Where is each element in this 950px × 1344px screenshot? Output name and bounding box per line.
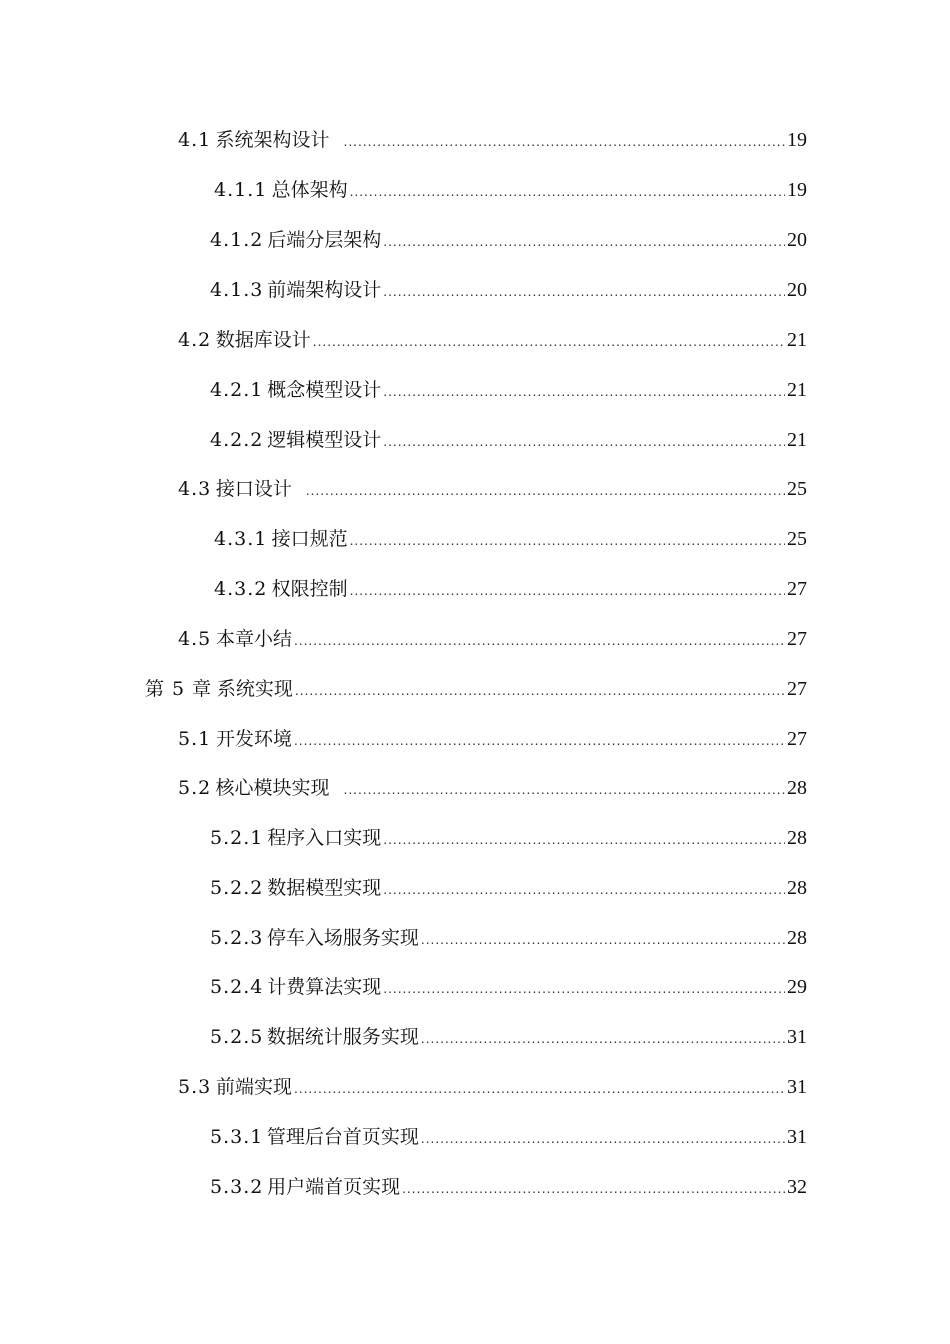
toc-entry-title: 数据统计服务实现 — [266, 1026, 419, 1048]
toc-leader-dots — [383, 229, 785, 255]
toc-entry-title: 前端实现 — [215, 1076, 292, 1098]
toc-entry-page: 31 — [787, 1026, 807, 1048]
toc-entry-title: 后端分层架构 — [267, 229, 382, 251]
toc-entry[interactable] — [214, 576, 807, 602]
toc-entry-page: 32 — [787, 1176, 807, 1198]
toc-entry-page: 27 — [787, 628, 807, 650]
toc-entry[interactable] — [178, 1074, 807, 1100]
toc-entry[interactable] — [210, 277, 807, 303]
toc-entry-title: 数据库设计 — [215, 329, 311, 351]
toc-leader-dots — [294, 728, 785, 754]
toc-entry-title: 总体架构 — [271, 179, 348, 201]
toc-entry[interactable] — [210, 925, 807, 951]
toc-entry-number: 5.3.2 — [210, 1176, 264, 1198]
toc-entry-page: 27 — [787, 678, 807, 700]
toc-entry[interactable] — [214, 526, 807, 552]
toc-entry-number: 4.3.2 — [214, 578, 268, 600]
toc-leader-dots — [421, 927, 785, 953]
toc-entry-number: 4.1.3 — [210, 279, 264, 301]
toc-entry-number: 5.2.1 — [210, 827, 264, 849]
toc-leader-dots — [295, 678, 785, 704]
toc-entry-page: 28 — [787, 877, 807, 899]
toc-leader-dots — [306, 478, 785, 504]
toc-entry-number: 4.2 — [178, 329, 212, 351]
toc-entry[interactable] — [210, 377, 807, 403]
toc-leader-dots — [350, 179, 785, 205]
toc-entry-title: 概念模型设计 — [267, 379, 382, 401]
toc-entry-number: 4.1.1 — [214, 179, 268, 201]
toc-entry-number: 5.1 — [178, 728, 212, 750]
toc-leader-dots — [421, 1026, 785, 1052]
toc-entry-number: 5.3 — [178, 1076, 212, 1098]
toc-entry-number: 5.2 — [178, 777, 212, 799]
toc-leader-dots — [313, 329, 785, 355]
toc-entry[interactable] — [178, 726, 807, 752]
toc-entry[interactable] — [210, 1024, 807, 1050]
toc-entry[interactable] — [210, 974, 807, 1000]
toc-entry-number: 5.3.1 — [210, 1126, 264, 1148]
toc-leader-dots — [294, 1076, 785, 1102]
toc-entry-page: 19 — [787, 129, 807, 151]
toc-entry-number: 5.2.3 — [210, 927, 264, 949]
toc-entry-title: 权限控制 — [271, 578, 348, 600]
toc-entry-number: 第 5 章 — [145, 678, 213, 700]
toc-entry-page: 25 — [787, 478, 807, 500]
toc-entry-title: 数据模型实现 — [267, 877, 382, 899]
toc-entry-number: 4.1 — [178, 129, 212, 151]
toc-entry[interactable] — [210, 1124, 807, 1150]
toc-entry-title: 停车入场服务实现 — [266, 927, 419, 949]
toc-entry-number: 4.2.2 — [210, 429, 264, 451]
toc-entry[interactable] — [178, 327, 807, 353]
toc-entry-title: 前端架构设计 — [267, 279, 382, 301]
toc-entry-page: 25 — [787, 528, 807, 550]
toc-entry-title: 系统架构设计 — [215, 129, 330, 151]
toc-entry-page: 29 — [787, 976, 807, 998]
toc-entry-number: 5.2.4 — [210, 976, 264, 998]
toc-leader-dots — [383, 827, 785, 853]
toc-entry-title: 程序入口实现 — [267, 827, 382, 849]
toc-entry-title: 管理后台首页实现 — [266, 1126, 419, 1148]
toc-entry-page: 27 — [787, 578, 807, 600]
toc-leader-dots — [350, 528, 785, 554]
toc-entry[interactable] — [210, 427, 807, 453]
toc-leader-dots — [402, 1176, 785, 1202]
toc-entry-page: 28 — [787, 927, 807, 949]
toc-entry-title: 接口设计 — [215, 478, 292, 500]
toc-leader-dots — [383, 976, 785, 1002]
toc-entry-title: 本章小结 — [215, 628, 292, 650]
toc-entry-number: 5.2.5 — [210, 1026, 264, 1048]
toc-entry-page: 19 — [787, 179, 807, 201]
toc-entry-page: 21 — [787, 429, 807, 451]
toc-entry-title: 计费算法实现 — [267, 976, 382, 998]
toc-entry[interactable] — [178, 626, 807, 652]
toc-entry[interactable] — [214, 177, 807, 203]
toc-entry-number: 5.2.2 — [210, 877, 264, 899]
toc-leader-dots — [294, 628, 785, 654]
toc-entry-title: 用户端首页实现 — [267, 1176, 401, 1198]
toc-entry-chapter[interactable] — [145, 676, 807, 702]
toc-entry[interactable] — [178, 476, 807, 502]
toc-leader-dots — [383, 279, 785, 305]
toc-leader-dots — [383, 379, 785, 405]
toc-entry-page: 20 — [787, 279, 807, 301]
toc-entry-page: 31 — [787, 1076, 807, 1098]
toc-leader-dots — [383, 429, 785, 455]
toc-entry-title: 接口规范 — [271, 528, 348, 550]
toc-entry-number: 4.3 — [178, 478, 212, 500]
toc-entry-page: 21 — [787, 329, 807, 351]
toc-entry-title: 核心模块实现 — [215, 777, 330, 799]
toc-leader-dots — [383, 877, 785, 903]
toc-entry-page: 20 — [787, 229, 807, 251]
toc-entry[interactable] — [178, 127, 807, 153]
toc-entry-number: 4.3.1 — [214, 528, 268, 550]
toc-leader-dots — [344, 129, 786, 155]
toc-entry-number: 4.2.1 — [210, 379, 264, 401]
toc-entry-page: 28 — [787, 777, 807, 799]
toc-entry[interactable] — [210, 1174, 807, 1200]
toc-entry-page: 21 — [787, 379, 807, 401]
toc-entry-title: 系统实现 — [216, 678, 293, 700]
toc-leader-dots — [350, 578, 785, 604]
toc-entry-page: 28 — [787, 827, 807, 849]
toc-leader-dots — [344, 777, 786, 803]
toc-entry-number: 4.1.2 — [210, 229, 264, 251]
toc-entry-page: 31 — [787, 1126, 807, 1148]
toc-entry[interactable] — [210, 825, 807, 851]
toc-entry[interactable] — [178, 775, 807, 801]
toc-entry[interactable] — [210, 227, 807, 253]
toc-entry-number: 4.5 — [178, 628, 212, 650]
toc-entry-title: 开发环境 — [215, 728, 292, 750]
toc-entry[interactable] — [210, 875, 807, 901]
toc-leader-dots — [421, 1126, 785, 1152]
toc-entry-page: 27 — [787, 728, 807, 750]
toc-entry-title: 逻辑模型设计 — [267, 429, 382, 451]
